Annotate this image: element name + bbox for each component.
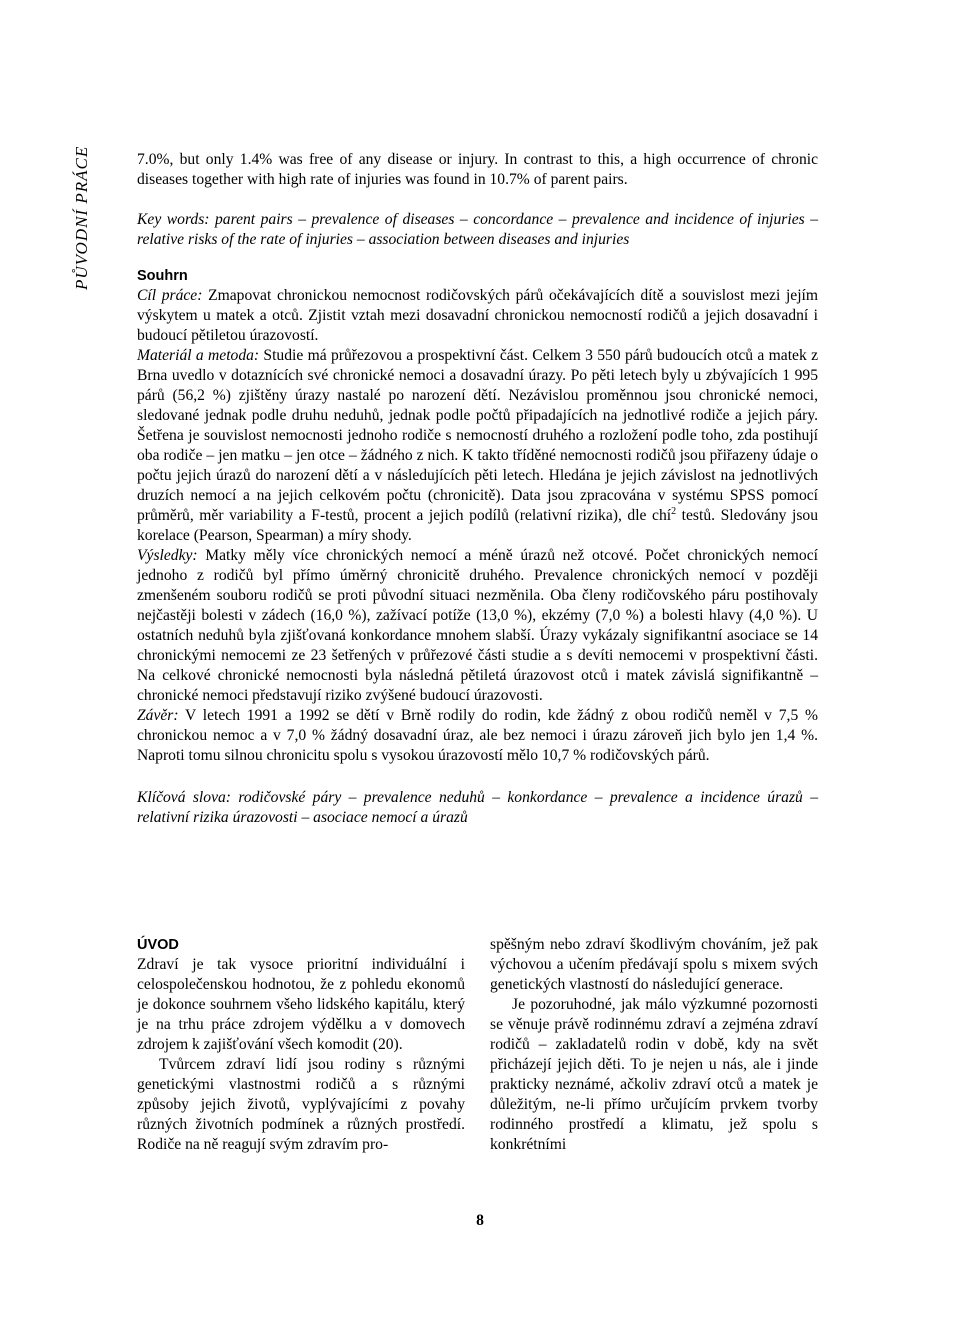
method-label: Materiál a metoda: [137,347,260,364]
souhrn-results [137,546,818,706]
page-number: 8 [476,1212,484,1229]
keywords-cz: Klíčová slova: rodičovské páry – prevalence neduhů – konkordance – prevalence a incidence úrazů – relativní rizika úrazovosti – asociace nemocí a úrazů [137,789,818,826]
method-text-2: testů. Sledovány jsou korelace (Pearson, Spearman) a míry shody. [137,507,818,544]
souhrn-method [137,346,818,546]
section-label-text: PŮVODNÍ PRÁCE [72,145,91,290]
conclusion-text: V letech 1991 a 1992 se dětí v Brně rodily do rodin, kde žádný z obou rodičů neměl v 7,5 % chronickou nemoc a v 7,0 % žádný dosavadní úraz, ale bez nemoci i úrazu zároveň jich bylo jen 1,4 %. Naproti tomu silnou chronicitu spolu s vysokou úrazovostí mělo 10,7 % rodičovských párů. [137,707,818,764]
souhrn-aim [137,286,818,346]
abstract-en-end: 7.0%, but only 1.4% was free of any disease or injury. In contrast to this, a high occurrence of chronic diseases together with high rate of injuries was found in 10.7% of parent pairs. [137,151,818,188]
souhrn-conclusion [137,706,818,766]
uvod-paragraph-2: Tvůrcem zdraví lidí jsou rodiny s různými genetickými vlastnostmi rodičů a s různými způsoby jejich životů, vyplývajícími z povahy různých životních podmínek a různých prostředí. Rodiče na ně reagují svým zdravím pro- [137,1056,465,1153]
uvod-paragraph-1: Zdraví je tak vysoce prioritní individuální i celospolečenskou hodnotou, že z pohledu ekonomů je dokonce souhrnem všeho lidského kapitálu, který je na trhu práce zdrojem výdělku a v domovech zdrojem k zajišťování všech komodit (20). [137,956,465,1053]
uvod-paragraph-3: Je pozoruhodné, jak málo výzkumné pozornosti se věnuje právě rodinnému zdraví a zejména zdraví rodičů – zakladatelů rodin v době, kdy na svět přicházejí jejich děti. To je nejen u nás, ale i jinde prakticky neznámé, ačkoliv zdraví otců a matek je důležitým, ne-li přímo určujícím prvkem tvorby rodinného prostředí a klimatu, jež spolu s konkrétními [490,996,818,1153]
uvod-paragraph-2-cont: spěšným nebo zdraví škodlivým chováním, jež pak výchovou a učením předávají spolu s mixem svých genetických vlastností do následující generace. [490,936,818,993]
method-sup: 2 [671,505,677,517]
aim-label: Cíl práce: [137,287,203,304]
section-label [62,140,102,300]
column-right [490,935,818,1155]
results-label: Výsledky: [137,547,198,564]
keywords-en: Key words: parent pairs – prevalence of diseases – concordance – prevalence and incidence of injuries – relative risks of the rate of injuries – association between diseases and injuries [137,211,818,248]
conclusion-label: Závěr: [137,707,179,724]
column-left [137,935,465,1155]
aim-text: Zmapovat chronickou nemocnost rodičovských párů očekávajících dítě a souvislost mezi jejím výskytem u matek a otců. Zjistit vztah mezi dosavadní chronickou nemocností rodičů a jejich dosavadní i budoucí pětiletou úrazovostí. [137,287,818,344]
main-text [137,150,818,828]
results-text: Matky měly více chronických nemocí a méně úrazů než otcové. Počet chronických nemocí jednoho z rodičů byl přímo úměrný chronicitě druhého. Prevalence chronických nemocí v později zmenšeném souboru rodičů se proti původní situaci nezměnila. Oba členy rodičovského páru postihovaly nejčastěji bolesti v zádech (16,0 %), zažívací potíže (13,0 %), ekzémy (7,0 %) a bolesti hlavy (4,0 %). U ostatních neduhů byla zjišťovaná konkordance mnohem slabší. Úrazy vykázaly signifikantní asociace se 14 chronickými nemocemi ze 23 šetřených v průřezové části studie a s devíti nemocemi v prospektivní části. Na celkové chronické nemocnosti byla následná pětiletá úrazovost otců i matek závislá signifikantně – chronické nemoci představují riziko zvýšené budoucí úrazovosti. [137,547,818,704]
souhrn-heading: Souhrn [137,268,188,284]
method-text: Studie má průřezovou a prospektivní část. Celkem 3 550 párů budoucích otců a matek z Brna uvedlo v dotaznících své chronické nemoci a dosavadní úrazy. Po pěti letech byly u zbývajících 1 995 párů (56,2 %) zjištěny úrazy nastalé po narození dětí. Nezávislou proměnnou jsou chronické nemoci, sledované jednak podle druhu neduhů, jednak podle počtů připadajících na jednotlivé rodiče a jejich páry. Šetřena je souvislost nemocnosti jednoho rodiče s nemocností druhého a rozložení podle toho, zda postihují oba rodiče – jen matku – jen otce – žádného z nich. K takto tříděné nemocnosti rodičů jsou přiřazeny údaje o počtu jejich úrazů do narození dětí a v následujících pěti letech. Hledána je jejich závislost na jednotlivých druzích nemocí a na jejich celkovém počtu (chronicitě). Data jsou zpracována v systému SPSS pomocí průměrů, měr variability a F-testů, procent a jejich podílů (relativní rizika), dle chí [137,347,818,524]
uvod-heading: ÚVOD [137,937,179,953]
